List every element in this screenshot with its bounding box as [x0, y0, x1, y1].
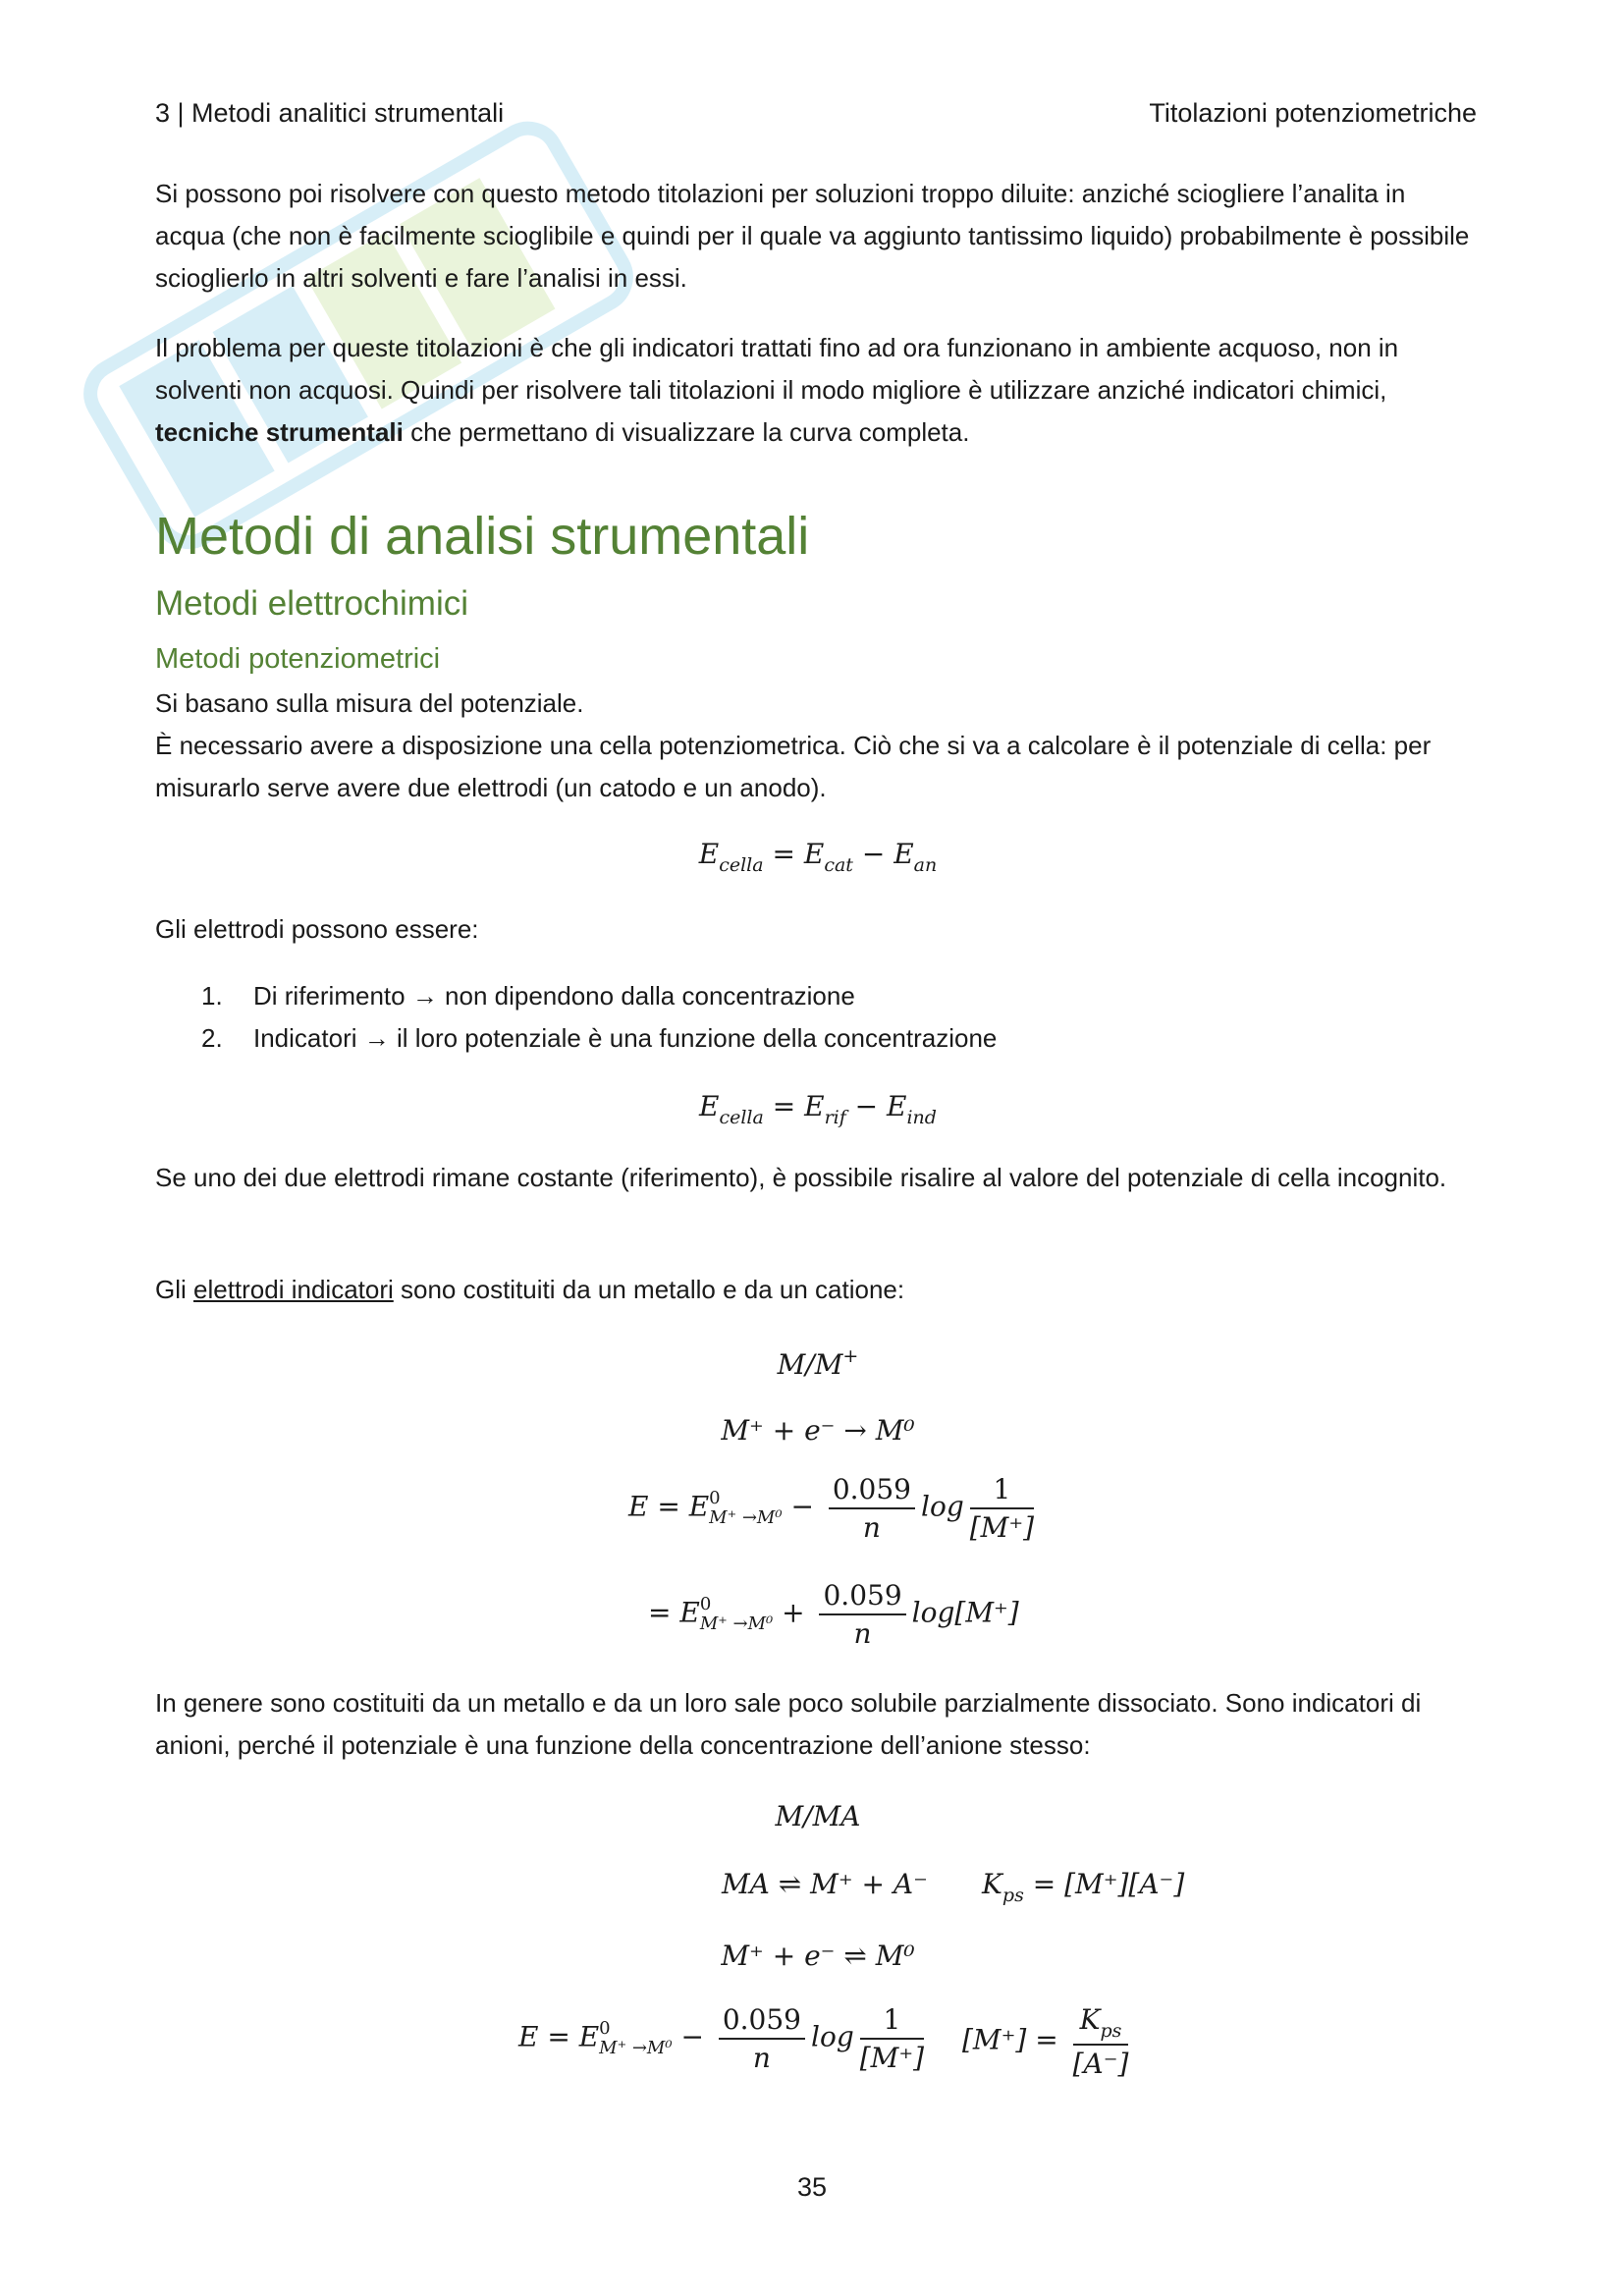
list-number: 2.: [201, 1023, 223, 1053]
fraction-denominator: n: [853, 1617, 872, 1650]
eq-op: =: [648, 1490, 689, 1523]
fraction-denominator: [A⁻]: [1072, 2048, 1129, 2080]
eq-op: −: [845, 1090, 888, 1122]
eq-symbol: E: [804, 1090, 825, 1122]
fraction-numerator: 1: [970, 1473, 1034, 1509]
list-item: [201, 1017, 997, 1060]
eq-symbol: K: [982, 1868, 1002, 1900]
underlined-term: elettrodi indicatori: [193, 1275, 394, 1304]
eq-symbol: E: [578, 2020, 600, 2053]
equation-nernst-2: = E 0 M⁺ →M⁰ + $\frac{0.059}{n}$ log[M⁺]: [648, 1579, 1019, 1650]
eq-sub: ps: [1100, 2020, 1122, 2042]
paragraph-text: Il problema per queste titolazioni è che gli indicatori trattati fino ad ora funzionano in ambiente acquoso, non in solventi non acquosi. Quindi per risolvere tali titolazioni il modo migliore è utilizzare anziché indicatori chimici,: [155, 333, 1399, 405]
eq-op: =: [763, 838, 804, 870]
list-item: [201, 975, 855, 1017]
paragraph-anions: In genere sono costituiti da un metallo e da un loro sale poco solubile parzialmente dissociato. Sono indicatori di anioni, perché il potenziale è una funzione della concentrazione dell’anione stesso:: [155, 1688, 1422, 1760]
list-number: 1.: [201, 981, 223, 1011]
eq-sub: an: [913, 854, 938, 876]
eq-symbol: E: [679, 1596, 700, 1629]
eq-log: log: [921, 1490, 964, 1523]
equation-m-mplus: [155, 1345, 1481, 1381]
equation-equilibrium: MA ⇌ M⁺ + A⁻: [722, 1868, 928, 1900]
eq-sup: 0: [709, 1488, 721, 1508]
fraction-numerator: [1073, 2003, 1129, 2046]
fraction-numerator: 0.059: [719, 2003, 805, 2040]
eq-sup: 0: [699, 1594, 712, 1614]
paragraph-cell: È necessario avere a disposizione una cella potenziometrica. Ciò che si va a calcolare è il potenziale di cella: per misurarlo serve avere due elettrodi (un catodo e un anodo).: [155, 731, 1432, 802]
paragraph-text: sono costituiti da un metallo e da un catione:: [393, 1275, 905, 1304]
equation-nernst-1: [628, 1473, 1040, 1544]
eq-sub: cella: [719, 1107, 764, 1128]
paragraph-electrodes: Gli elettrodi possono essere:: [155, 914, 479, 944]
eq-op: =: [538, 2020, 579, 2053]
header-chapter: 3 | Metodi analitici strumentali: [155, 98, 505, 128]
eq-symbol: E: [698, 838, 720, 870]
eq-sub: M⁺ →M⁰: [599, 2038, 673, 2058]
eq-symbol: E: [518, 2020, 539, 2053]
paragraph-reference: Se uno dei due elettrodi rimane costante (riferimento), è possibile risalire al valore del potenziale di cella incognito.: [155, 1163, 1447, 1192]
list-text: Di riferimento → non dipendono dalla concentrazione: [253, 981, 855, 1011]
paragraph-intro-1: Si possono poi risolvere con questo metodo titolazioni per soluzioni troppo diluite: anziché sciogliere l’analita in acqua (che non è facilmente scioglibile e quindi per il quale va aggiunto tantissimo liquido) probabilmente è possibile scioglierlo in altri solventi e fare l’analisi in essi.: [155, 179, 1470, 293]
eq-op: −: [672, 2020, 713, 2053]
paragraph-indicators: [155, 1269, 1481, 1311]
eq-text: M/M: [777, 1348, 843, 1381]
eq-op: =: [1026, 2023, 1067, 2056]
fraction-denominator: n: [862, 1511, 881, 1544]
eq-sub: rif: [824, 1107, 846, 1128]
eq-sub: ind: [906, 1107, 937, 1128]
paragraph-text: Gli: [155, 1275, 193, 1304]
fraction-denominator: [M⁺]: [969, 1511, 1035, 1544]
page-number: 35: [796, 2172, 828, 2202]
fraction-numerator: 0.059: [829, 1473, 915, 1509]
fraction: [719, 2003, 805, 2074]
eq-symbol: K: [1079, 2003, 1101, 2036]
fraction-denominator: n: [752, 2042, 771, 2074]
equation-mplus-kps: [962, 2003, 1134, 2080]
fraction-numerator: 0.059: [819, 1579, 905, 1615]
fraction: [1073, 2003, 1129, 2080]
eq-symbol: E: [803, 838, 825, 870]
eq-op: =: [763, 1090, 805, 1122]
equation-nernst-3: [518, 2003, 930, 2074]
eq-sub: ps: [1001, 1885, 1024, 1906]
eq-sup: 0: [599, 2018, 611, 2039]
eq-op: −: [852, 838, 894, 870]
eq-sub: M⁺ →M⁰: [699, 1613, 774, 1634]
header-section: Titolazioni potenziometriche: [1149, 98, 1477, 128]
heading-1: Metodi di analisi strumentali: [155, 507, 810, 566]
bold-term: tecniche strumentali: [155, 417, 404, 447]
paragraph-basis: Si basano sulla misura del potenziale.: [155, 688, 584, 718]
paragraph-intro-2: [155, 327, 1481, 454]
fraction: [860, 2003, 924, 2074]
eq-sub: cella: [719, 854, 764, 876]
eq-sub: M⁺ →M⁰: [709, 1507, 783, 1528]
heading-2: Metodi elettrochimici: [155, 584, 468, 623]
paragraph-text: che permettano di visualizzare la curva completa.: [403, 417, 970, 447]
eq-log-conc: log[M⁺]: [911, 1596, 1019, 1629]
equation-reduction-eq: M⁺ + e⁻ ⇌ M⁰: [721, 1940, 915, 1972]
list-text: Indicatori → il loro potenziale è una funzione della concentrazione: [253, 1023, 998, 1053]
fraction-denominator: [M⁺]: [859, 2042, 925, 2074]
equation-cell-potential: [155, 838, 1481, 876]
eq-symbol: E: [688, 1490, 710, 1523]
eq-op: −: [782, 1490, 823, 1523]
fraction: [819, 1579, 905, 1650]
eq-symbol: E: [628, 1490, 649, 1523]
eq-op: =: [1023, 1868, 1065, 1900]
eq-text: [M⁺][A⁻]: [1064, 1868, 1185, 1900]
fraction: [829, 1473, 915, 1544]
eq-log: log: [811, 2020, 854, 2053]
equation-kps: [982, 1868, 1184, 1906]
equation-cell-ref: [155, 1090, 1481, 1128]
eq-text: [M⁺]: [962, 2023, 1027, 2056]
equation-m-ma: M/MA: [775, 1800, 861, 1832]
eq-sub: cat: [824, 854, 853, 876]
eq-symbol: E: [893, 838, 914, 870]
eq-symbol: E: [699, 1090, 720, 1122]
eq-symbol: E: [887, 1090, 907, 1122]
fraction-numerator: 1: [860, 2003, 924, 2040]
heading-3: Metodi potenziometrici: [155, 643, 441, 675]
equation-reduction: M⁺ + e⁻ → M⁰: [721, 1414, 915, 1447]
fraction: [970, 1473, 1034, 1544]
eq-op: =: [648, 1596, 680, 1629]
eq-sup: +: [842, 1345, 859, 1367]
